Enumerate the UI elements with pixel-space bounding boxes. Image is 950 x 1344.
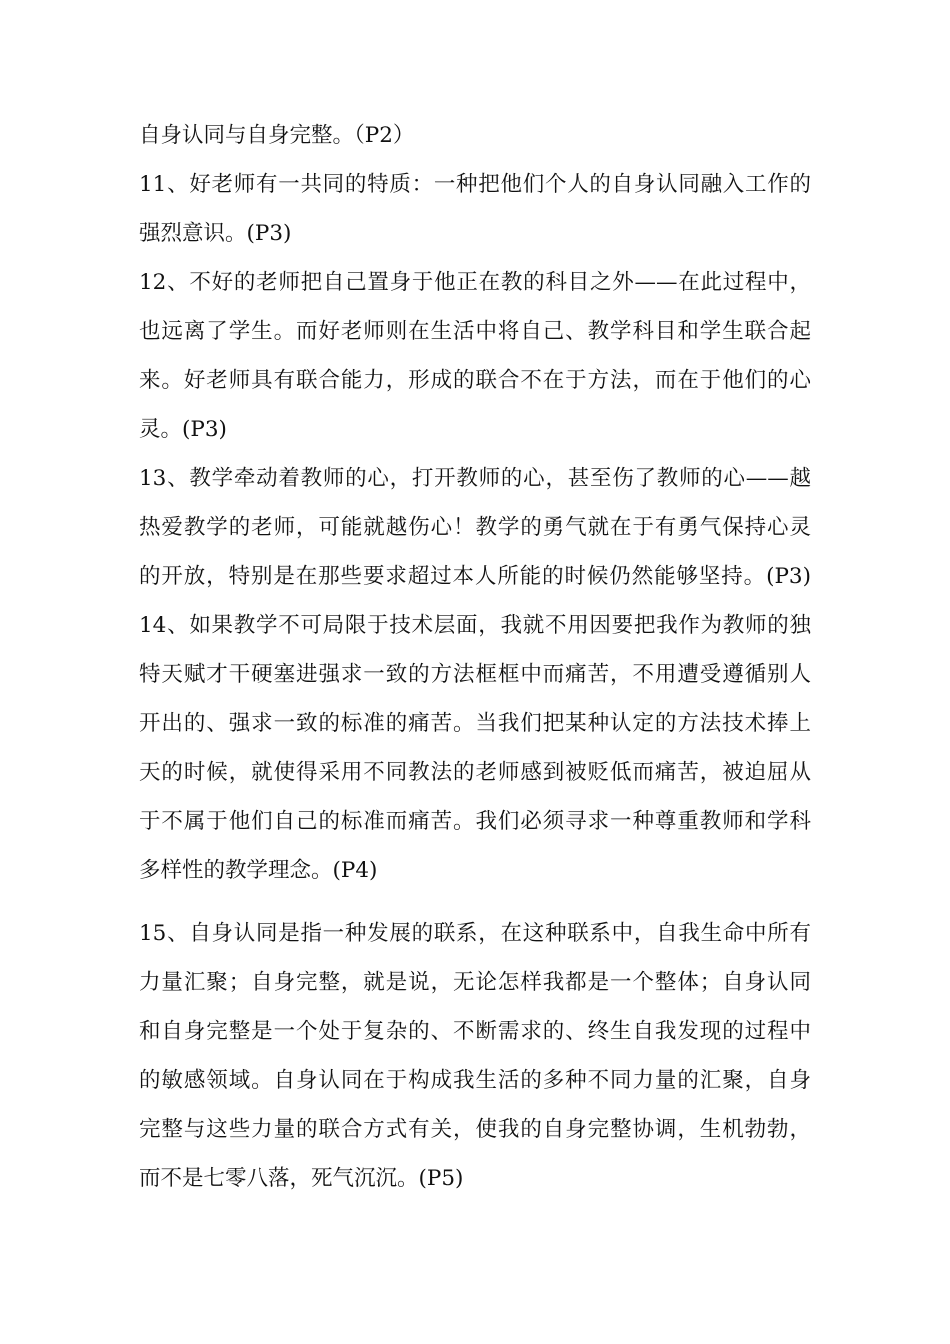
text-line: 13、教学牵动着教师的心，打开教师的心，甚至伤了教师的心——越	[139, 466, 811, 491]
text-line: 15、自身认同是指一种发展的联系，在这种联系中，自我生命中所有	[139, 921, 811, 946]
text-line: 而不是七零八落，死气沉沉。(P5)	[139, 1166, 464, 1191]
text-line: 灵。(P3)	[139, 417, 227, 442]
text-line: 天的时候，就使得采用不同教法的老师感到被贬低而痛苦，被迫屈从	[139, 760, 811, 785]
text-line: 12、不好的老师把自己置身于他正在教的科目之外——在此过程中，	[139, 270, 811, 295]
text-line: 特天赋才干硬塞进强求一致的方法框框中而痛苦，不用遭受遵循别人	[139, 662, 811, 687]
text-line: 也远离了学生。而好老师则在生活中将自己、教学科目和学生联合起	[139, 319, 811, 344]
text-line: 和自身完整是一个处于复杂的、不断需求的、终生自我发现的过程中	[139, 1019, 811, 1044]
text-line: 11、好老师有一共同的特质：一种把他们个人的自身认同融入工作的	[139, 172, 811, 197]
text-line: 的开放，特别是在那些要求超过本人所能的时候仍然能够坚持。(P3)	[139, 564, 811, 589]
text-line: 14、如果教学不可局限于技术层面，我就不用因要把我作为教师的独	[139, 613, 811, 638]
text-line: 多样性的教学理念。(P4)	[139, 858, 378, 883]
text-line: 的敏感领域。自身认同在于构成我生活的多种不同力量的汇聚，自身	[139, 1068, 811, 1093]
text-line: 力量汇聚；自身完整，就是说，无论怎样我都是一个整体；自身认同	[139, 970, 811, 995]
text-line: 开出的、强求一致的标准的痛苦。当我们把某种认定的方法技术捧上	[139, 711, 811, 736]
text-line: 于不属于他们自己的标准而痛苦。我们必须寻求一种尊重教师和学科	[139, 809, 811, 834]
text-line: 热爱教学的老师，可能就越伤心！教学的勇气就在于有勇气保持心灵	[139, 515, 811, 540]
text-line: 来。好老师具有联合能力，形成的联合不在于方法，而在于他们的心	[139, 368, 811, 393]
text-line: 完整与这些力量的联合方式有关，使我的自身完整协调，生机勃勃，	[139, 1117, 811, 1142]
text-line: 自身认同与自身完整。（P2）	[139, 123, 415, 148]
text-line: 强烈意识。(P3)	[139, 221, 292, 246]
